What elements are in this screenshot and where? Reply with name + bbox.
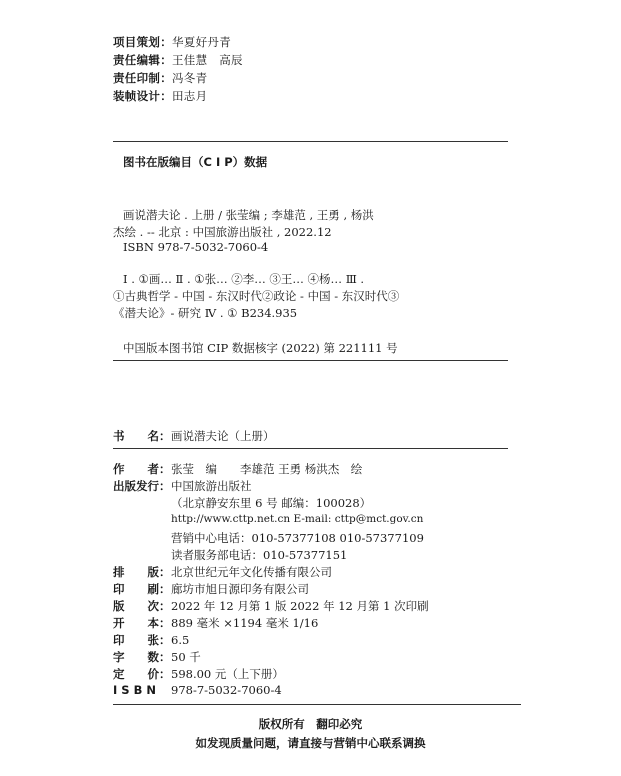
cip-line: ①古典哲学 - 中国 - 东汉时代②政论 - 中国 - 东汉时代③ [113, 289, 400, 303]
divider [113, 360, 508, 361]
book-title-line: 书 名：画说潜夫论（上册） [113, 429, 275, 443]
cip-line: Ⅰ . ①画… Ⅱ . ①张… ②李… ③王… ④杨… Ⅲ . [123, 272, 365, 286]
detail-row: 排 版：北京世纪元年文化传播有限公司 [113, 565, 332, 579]
copyright-notice: 版权所有 翻印必究 [258, 717, 363, 731]
detail-row: 开 本：889 毫米 ×1194 毫米 1/16 [113, 616, 319, 630]
credit-line: 装帧设计：田志月 [113, 89, 208, 103]
detail-row: 印 刷：廊坊市旭日源印务有限公司 [113, 582, 309, 596]
cip-line: 画说潜夫论 . 上册 / 张莹编 ; 李雄范 , 王勇 , 杨洪 [123, 208, 374, 222]
credit-line: 项目策划：华夏好丹青 [113, 35, 231, 49]
divider [113, 704, 521, 705]
detail-row: 定 价：598.00 元（上下册） [113, 667, 284, 681]
cip-heading: 图书在版编目（C I P）数据 [123, 155, 268, 169]
cip-isbn: ISBN 978-7-5032-7060-4 [123, 240, 269, 254]
cip-record: 中国版本图书馆 CIP 数据核字 (2022) 第 221111 号 [123, 341, 398, 355]
detail-row: 字 数：50 千 [113, 650, 201, 664]
detail-row: 作 者：张莹 编 李雄范 王勇 杨洪杰 绘 [113, 462, 363, 476]
detail-row: I S B N 978-7-5032-7060-4 [113, 683, 282, 697]
quality-notice: 如发现质量问题，请直接与营销中心联系调换 [195, 736, 426, 750]
divider [113, 448, 508, 449]
detail-row: 出版发行：中国旅游出版社 [113, 479, 252, 493]
divider [113, 141, 508, 142]
cip-line: 杰绘 . -- 北京 : 中国旅游出版社 , 2022.12 [113, 225, 332, 239]
detail-row: 营销中心电话：010-57377108 010-57377109 [171, 531, 424, 545]
credit-line: 责任编辑：王佳慧 高辰 [113, 53, 243, 67]
detail-row: （北京静安东里 6 号 邮编：100028） [171, 496, 372, 510]
cip-line: 《潜夫论》- 研究 Ⅳ . ① B234.935 [113, 306, 298, 320]
detail-row: 版 次：2022 年 12 月第 1 版 2022 年 12 月第 1 次印刷 [113, 599, 429, 613]
credit-line: 责任印制：冯冬青 [113, 71, 208, 85]
detail-row: 读者服务部电话：010-57377151 [171, 548, 348, 562]
detail-row: 印 张：6.5 [113, 633, 190, 647]
detail-row: http://www.cttp.net.cn E-mail: cttp@mct.gov.cn [171, 513, 424, 525]
